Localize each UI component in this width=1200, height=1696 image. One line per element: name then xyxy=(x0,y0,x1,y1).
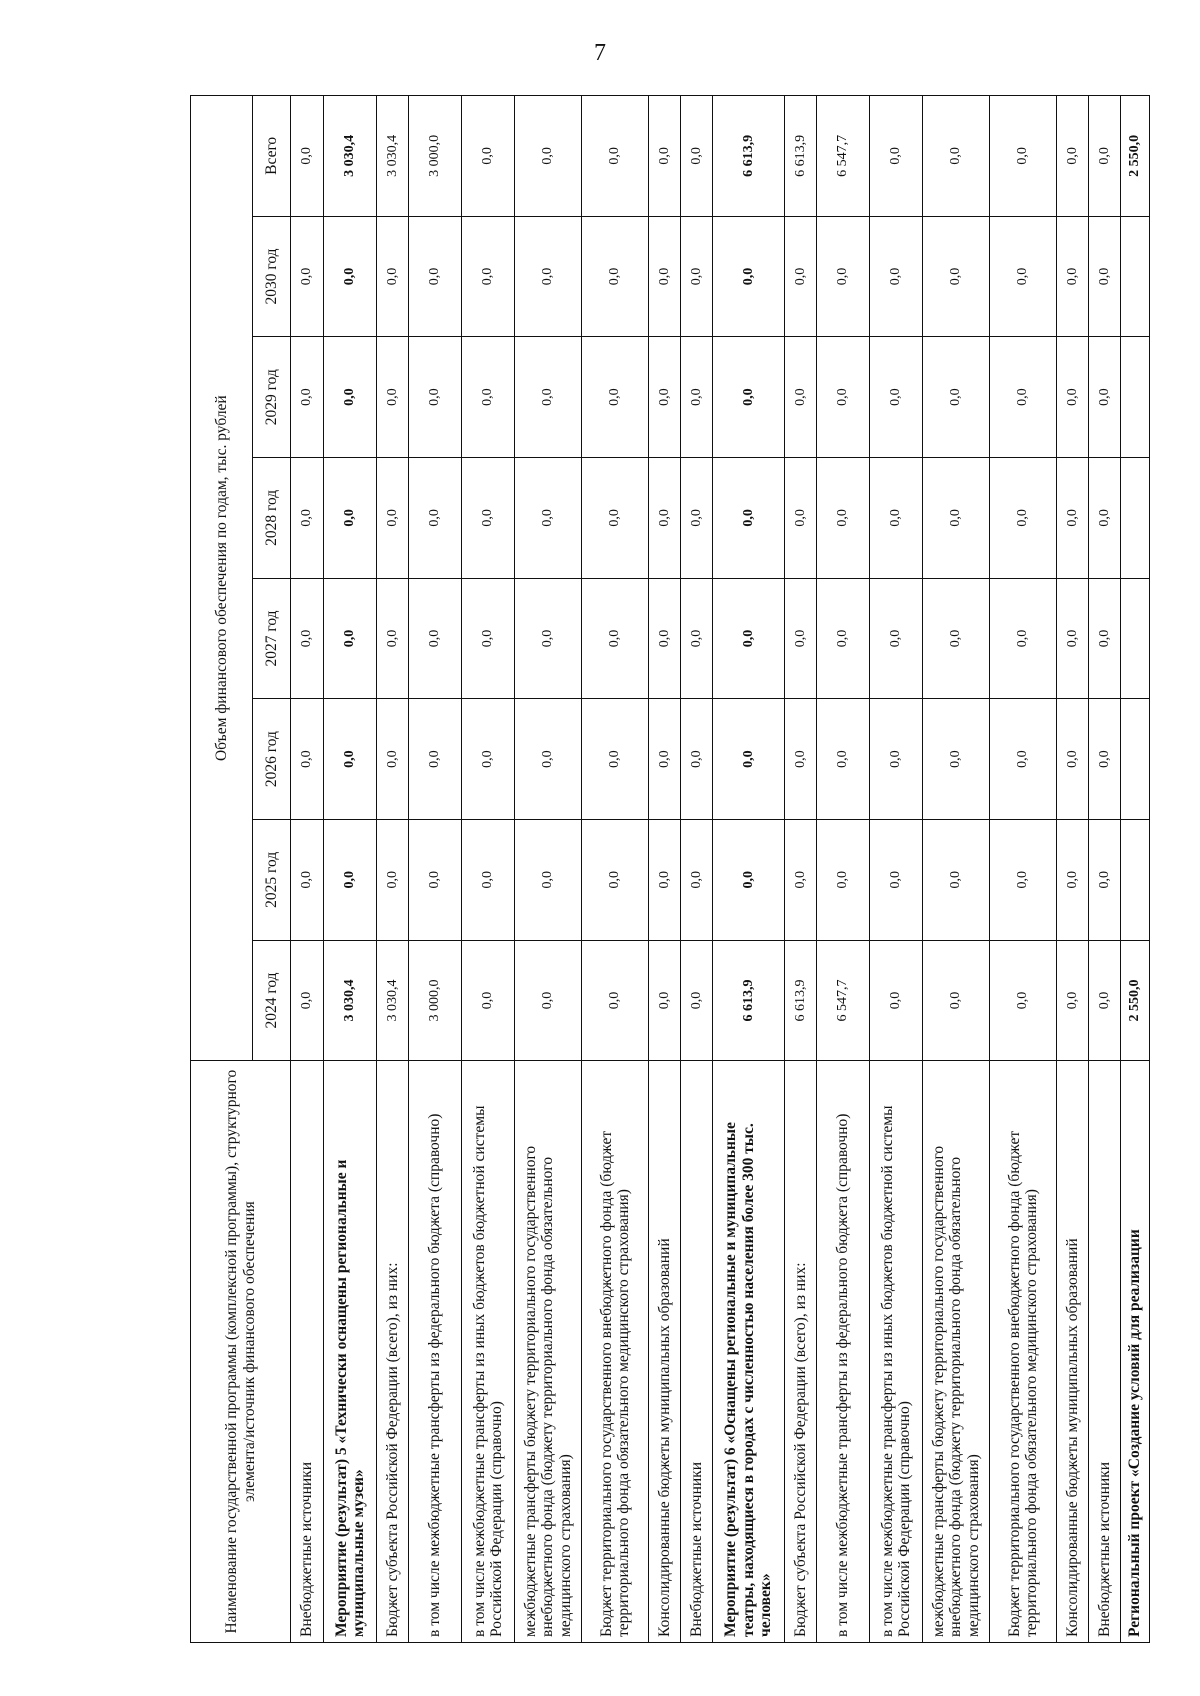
value-cell: 0,0 xyxy=(409,699,462,820)
value-cell: 2 550,0 xyxy=(1121,940,1150,1061)
value-cell: 0,0 xyxy=(291,940,324,1061)
value-cell: 0,0 xyxy=(1057,457,1089,578)
value-cell xyxy=(1121,819,1150,940)
value-cell: 3 000,0 xyxy=(409,96,462,217)
row-label: в том числе межбюджетные трансферты из федерального бюджета (справочно) xyxy=(409,1061,462,1643)
value-cell: 0,0 xyxy=(785,819,817,940)
value-cell: 0,0 xyxy=(817,819,870,940)
year-column-header: 2028 год xyxy=(253,457,291,578)
value-cell xyxy=(1121,337,1150,458)
value-cell: 0,0 xyxy=(1089,216,1121,337)
value-cell: 0,0 xyxy=(649,337,681,458)
row-label: межбюджетные трансферты бюджету территориального государственного внебюджетного фонда (бюджету территориального фонда обязательного медицинского страхования) xyxy=(923,1061,990,1643)
table-row xyxy=(324,96,377,1643)
value-cell: 0,0 xyxy=(1089,457,1121,578)
value-cell: 6 613,9 xyxy=(713,940,785,1061)
volume-group-header: Объем финансового обеспечения по годам, тыс. рублей xyxy=(191,96,253,1061)
value-cell: 0,0 xyxy=(870,457,923,578)
value-cell: 0,0 xyxy=(291,96,324,217)
value-cell: 0,0 xyxy=(713,699,785,820)
value-cell: 0,0 xyxy=(515,699,582,820)
value-cell: 0,0 xyxy=(582,940,649,1061)
value-cell: 0,0 xyxy=(515,96,582,217)
value-cell: 0,0 xyxy=(785,457,817,578)
row-label: Консолидированные бюджеты муниципальных образований xyxy=(1057,1061,1089,1643)
table-row xyxy=(1057,96,1089,1643)
value-cell: 3 030,4 xyxy=(377,96,409,217)
value-cell: 0,0 xyxy=(324,578,377,699)
value-cell: 0,0 xyxy=(649,457,681,578)
header-row-1 xyxy=(191,96,253,1643)
year-column-header: Всего xyxy=(253,96,291,217)
year-column-header: 2029 год xyxy=(253,337,291,458)
value-cell: 0,0 xyxy=(377,216,409,337)
value-cell: 0,0 xyxy=(1089,96,1121,217)
value-cell: 0,0 xyxy=(681,578,713,699)
value-cell: 0,0 xyxy=(649,819,681,940)
table-row xyxy=(649,96,681,1643)
value-cell xyxy=(1121,699,1150,820)
value-cell: 0,0 xyxy=(582,216,649,337)
value-cell: 0,0 xyxy=(870,578,923,699)
row-label: в том числе межбюджетные трансферты из федерального бюджета (справочно) xyxy=(817,1061,870,1643)
row-label: межбюджетные трансферты бюджету территориального государственного внебюджетного фонда (бюджету территориального фонда обязательного медицинского страхования) xyxy=(515,1061,582,1643)
value-cell: 0,0 xyxy=(817,337,870,458)
value-cell: 0,0 xyxy=(324,819,377,940)
value-cell: 6 613,9 xyxy=(713,96,785,217)
year-column-header: 2024 год xyxy=(253,940,291,1061)
table-row xyxy=(681,96,713,1643)
value-cell: 0,0 xyxy=(649,940,681,1061)
value-cell: 0,0 xyxy=(785,699,817,820)
value-cell: 0,0 xyxy=(923,457,990,578)
value-cell: 0,0 xyxy=(409,578,462,699)
value-cell: 0,0 xyxy=(649,96,681,217)
table-body xyxy=(291,96,1150,1643)
value-cell: 0,0 xyxy=(870,216,923,337)
page-number: 7 xyxy=(594,40,606,66)
value-cell: 0,0 xyxy=(1089,699,1121,820)
value-cell: 0,0 xyxy=(1057,819,1089,940)
value-cell: 0,0 xyxy=(1057,337,1089,458)
value-cell: 0,0 xyxy=(923,337,990,458)
value-cell: 0,0 xyxy=(870,819,923,940)
value-cell: 0,0 xyxy=(649,578,681,699)
value-cell: 0,0 xyxy=(409,819,462,940)
row-label: Мероприятие (результат) 6 «Оснащены региональные и муниципальные театры, находящиеся в городах с численностью населения более 300 тыс. человек» xyxy=(713,1061,785,1643)
row-label: Внебюджетные источники xyxy=(291,1061,324,1643)
value-cell: 0,0 xyxy=(515,940,582,1061)
value-cell: 6 613,9 xyxy=(785,940,817,1061)
value-cell: 0,0 xyxy=(923,819,990,940)
value-cell: 0,0 xyxy=(923,216,990,337)
value-cell: 0,0 xyxy=(324,216,377,337)
table-row xyxy=(785,96,817,1643)
value-cell xyxy=(1121,457,1150,578)
value-cell: 0,0 xyxy=(713,578,785,699)
year-column-header: 2025 год xyxy=(253,819,291,940)
value-cell: 0,0 xyxy=(785,216,817,337)
row-label: Региональный проект «Создание условий для реализации xyxy=(1121,1061,1150,1643)
value-cell: 0,0 xyxy=(1089,578,1121,699)
value-cell: 0,0 xyxy=(291,337,324,458)
value-cell: 0,0 xyxy=(582,457,649,578)
value-cell: 0,0 xyxy=(409,457,462,578)
value-cell: 3 030,4 xyxy=(324,940,377,1061)
value-cell: 0,0 xyxy=(409,337,462,458)
value-cell: 0,0 xyxy=(462,216,515,337)
year-column-header: 2030 год xyxy=(253,216,291,337)
value-cell: 0,0 xyxy=(377,819,409,940)
value-cell: 0,0 xyxy=(582,819,649,940)
value-cell: 0,0 xyxy=(923,96,990,217)
value-cell: 0,0 xyxy=(515,457,582,578)
value-cell: 0,0 xyxy=(1089,337,1121,458)
value-cell: 0,0 xyxy=(713,337,785,458)
value-cell: 6 547,7 xyxy=(817,940,870,1061)
value-cell: 0,0 xyxy=(990,96,1057,217)
value-cell: 0,0 xyxy=(462,337,515,458)
value-cell: 0,0 xyxy=(377,699,409,820)
value-cell: 6 547,7 xyxy=(817,96,870,217)
value-cell: 0,0 xyxy=(785,578,817,699)
row-label: Внебюджетные источники xyxy=(681,1061,713,1643)
value-cell: 0,0 xyxy=(649,699,681,820)
value-cell: 0,0 xyxy=(1057,96,1089,217)
rotated-table-container xyxy=(190,95,1144,1643)
table-row xyxy=(377,96,409,1643)
row-label: Бюджет субъекта Российской Федерации (всего), из них: xyxy=(377,1061,409,1643)
value-cell: 0,0 xyxy=(817,699,870,820)
value-cell: 0,0 xyxy=(990,337,1057,458)
value-cell: 0,0 xyxy=(582,578,649,699)
value-cell: 0,0 xyxy=(870,96,923,217)
value-cell: 0,0 xyxy=(409,216,462,337)
value-cell: 0,0 xyxy=(681,699,713,820)
table-row xyxy=(1121,96,1150,1643)
value-cell: 0,0 xyxy=(291,457,324,578)
value-cell: 0,0 xyxy=(582,699,649,820)
value-cell: 0,0 xyxy=(291,216,324,337)
value-cell: 0,0 xyxy=(324,457,377,578)
value-cell: 0,0 xyxy=(377,457,409,578)
value-cell: 6 613,9 xyxy=(785,96,817,217)
value-cell: 0,0 xyxy=(990,216,1057,337)
value-cell: 0,0 xyxy=(817,578,870,699)
value-cell: 0,0 xyxy=(870,940,923,1061)
value-cell: 3 030,4 xyxy=(377,940,409,1061)
value-cell: 0,0 xyxy=(681,940,713,1061)
value-cell: 0,0 xyxy=(785,337,817,458)
row-label: Внебюджетные источники xyxy=(1089,1061,1121,1643)
value-cell: 0,0 xyxy=(462,457,515,578)
row-label: Бюджет территориального государственного внебюджетного фонда (бюджет территориального фонда обязательного медицинского страхования) xyxy=(582,1061,649,1643)
row-label: Бюджет территориального государственного внебюджетного фонда (бюджет территориального фонда обязательного медицинского страхования) xyxy=(990,1061,1057,1643)
value-cell: 0,0 xyxy=(462,699,515,820)
value-cell xyxy=(1121,216,1150,337)
value-cell: 0,0 xyxy=(923,578,990,699)
value-cell: 0,0 xyxy=(870,337,923,458)
value-cell: 0,0 xyxy=(990,699,1057,820)
value-cell: 0,0 xyxy=(990,940,1057,1061)
value-cell: 0,0 xyxy=(462,578,515,699)
value-cell: 0,0 xyxy=(817,216,870,337)
value-cell: 0,0 xyxy=(1057,216,1089,337)
value-cell: 0,0 xyxy=(990,578,1057,699)
value-cell: 0,0 xyxy=(582,96,649,217)
value-cell xyxy=(1121,578,1150,699)
value-cell: 0,0 xyxy=(515,337,582,458)
value-cell: 0,0 xyxy=(923,940,990,1061)
value-cell: 0,0 xyxy=(681,96,713,217)
value-cell: 0,0 xyxy=(681,819,713,940)
financing-table xyxy=(190,95,1150,1643)
value-cell: 0,0 xyxy=(1057,578,1089,699)
value-cell: 2 550,0 xyxy=(1121,96,1150,217)
value-cell: 0,0 xyxy=(923,699,990,820)
table-row xyxy=(990,96,1057,1643)
table-row xyxy=(817,96,870,1643)
value-cell: 3 000,0 xyxy=(409,940,462,1061)
value-cell: 0,0 xyxy=(515,819,582,940)
value-cell: 0,0 xyxy=(291,578,324,699)
value-cell: 0,0 xyxy=(990,819,1057,940)
year-column-header: 2027 год xyxy=(253,578,291,699)
value-cell: 0,0 xyxy=(291,819,324,940)
table-row xyxy=(713,96,785,1643)
value-cell: 0,0 xyxy=(324,699,377,820)
value-cell: 0,0 xyxy=(291,699,324,820)
value-cell: 0,0 xyxy=(1089,940,1121,1061)
value-cell: 0,0 xyxy=(990,457,1057,578)
table-row xyxy=(582,96,649,1643)
value-cell: 0,0 xyxy=(681,457,713,578)
value-cell: 0,0 xyxy=(515,578,582,699)
value-cell: 0,0 xyxy=(515,216,582,337)
value-cell: 0,0 xyxy=(817,457,870,578)
value-cell: 0,0 xyxy=(462,940,515,1061)
value-cell: 3 030,4 xyxy=(324,96,377,217)
year-column-header: 2026 год xyxy=(253,699,291,820)
value-cell: 0,0 xyxy=(377,337,409,458)
value-cell: 0,0 xyxy=(324,337,377,458)
row-label: в том числе межбюджетные трансферты из иных бюджетов бюджетной системы Российской Федерации (справочно) xyxy=(870,1061,923,1643)
value-cell: 0,0 xyxy=(713,819,785,940)
value-cell: 0,0 xyxy=(1089,819,1121,940)
name-column-header: Наименование государственной программы (комплексной программы), структурного элемента/источник финансового обеспечения xyxy=(191,1061,291,1643)
row-label: в том числе межбюджетные трансферты из иных бюджетов бюджетной системы Российской Федерации (справочно) xyxy=(462,1061,515,1643)
table-row xyxy=(870,96,923,1643)
table-row xyxy=(409,96,462,1643)
value-cell: 0,0 xyxy=(462,96,515,217)
table-row xyxy=(1089,96,1121,1643)
value-cell: 0,0 xyxy=(462,819,515,940)
value-cell: 0,0 xyxy=(870,699,923,820)
value-cell: 0,0 xyxy=(713,216,785,337)
row-label: Консолидированные бюджеты муниципальных образований xyxy=(649,1061,681,1643)
table-row xyxy=(923,96,990,1643)
value-cell: 0,0 xyxy=(649,216,681,337)
value-cell: 0,0 xyxy=(582,337,649,458)
value-cell: 0,0 xyxy=(681,337,713,458)
value-cell: 0,0 xyxy=(713,457,785,578)
value-cell: 0,0 xyxy=(377,578,409,699)
row-label: Мероприятие (результат) 5 «Технически оснащены региональные и муниципальные музеи» xyxy=(324,1061,377,1643)
value-cell: 0,0 xyxy=(681,216,713,337)
table-row xyxy=(462,96,515,1643)
table-row xyxy=(291,96,324,1643)
value-cell: 0,0 xyxy=(1057,699,1089,820)
row-label: Бюджет субъекта Российской Федерации (всего), из них: xyxy=(785,1061,817,1643)
value-cell: 0,0 xyxy=(1057,940,1089,1061)
table-row xyxy=(515,96,582,1643)
